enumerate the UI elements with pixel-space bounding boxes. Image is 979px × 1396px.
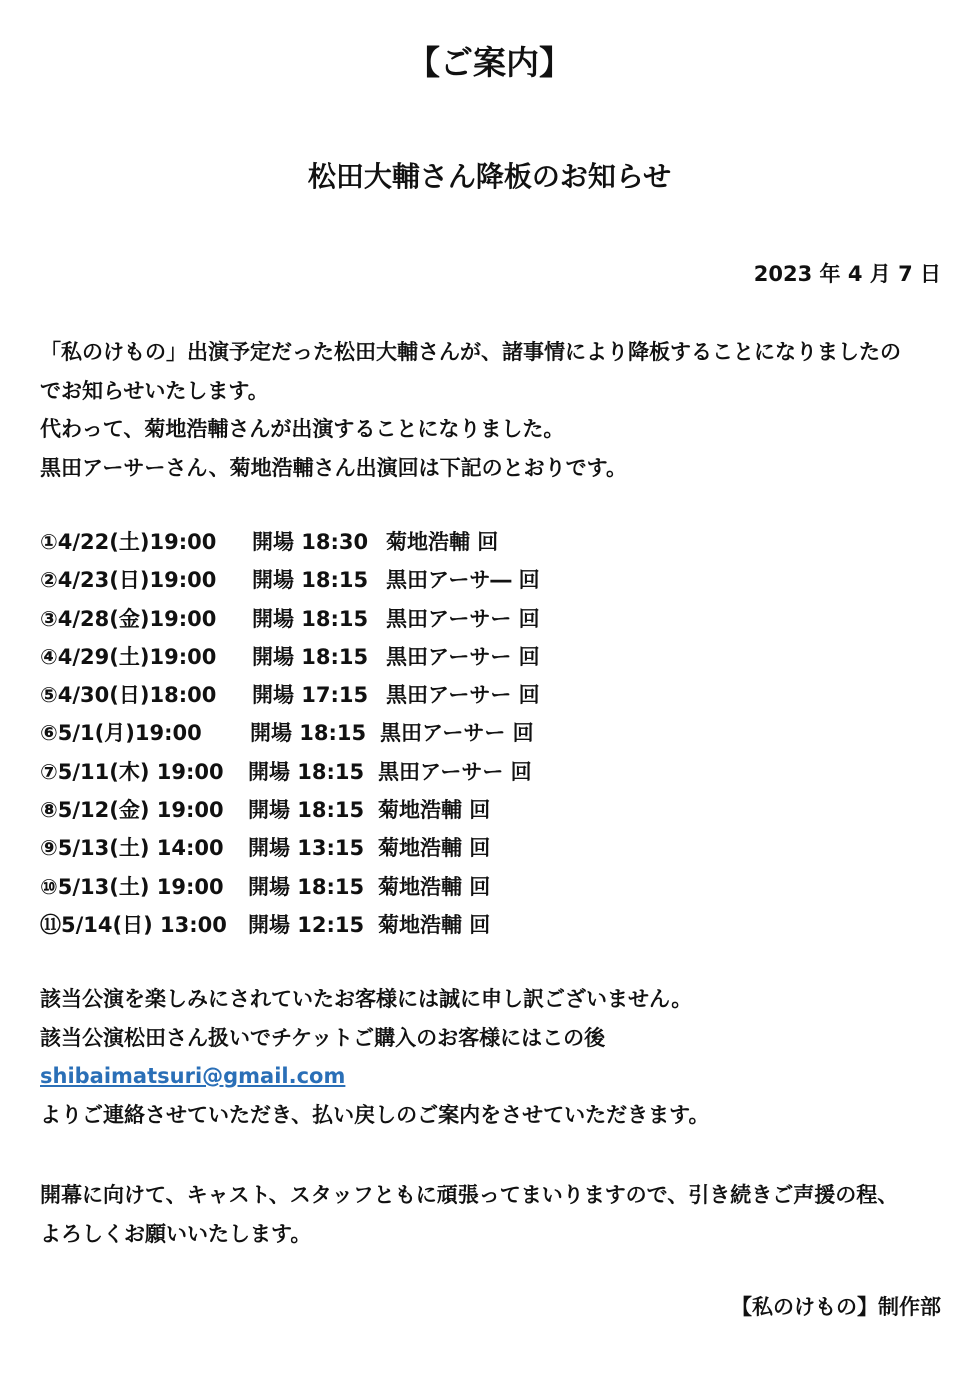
schedule-row [40, 638, 940, 676]
schedule-cast: 黒田アーサー 回 [380, 721, 534, 746]
header-heading: 【ご案内】 [407, 43, 572, 82]
performance-schedule [40, 523, 940, 944]
schedule-date: ④4/29(土)19:00 [40, 644, 217, 669]
schedule-open-time: 開場 18:30 [252, 530, 369, 554]
schedule-row [40, 868, 940, 906]
apology-line: 該当公演を楽しみにされていたお客様には誠に申し訳ございません。 [40, 987, 693, 1011]
apology-paragraph [40, 980, 945, 1134]
schedule-cast: 菊地浩輔 回 [378, 874, 491, 899]
apology-line: 該当公演松田さん扱いでチケットご購入のお客様にはこの後 [40, 1025, 606, 1050]
schedule-row [40, 753, 940, 791]
closing-line: よろしくお願いいたします。 [40, 1221, 312, 1246]
schedule-open-time: 開場 18:15 [248, 759, 365, 784]
schedule-date: ③4/28(金)19:00 [40, 606, 217, 631]
schedule-open-time: 開場 18:15 [252, 606, 369, 631]
schedule-date: ⑨5/13(土) 14:00 [40, 836, 224, 861]
schedule-open-time: 開場 13:15 [248, 836, 365, 861]
intro-paragraph [40, 333, 945, 487]
schedule-cast: 黒田アーサー 回 [378, 759, 532, 784]
schedule-row [40, 714, 940, 752]
schedule-date: ⑧5/12(金) 19:00 [40, 798, 224, 823]
schedule-cast: 菊地浩輔 回 [386, 530, 499, 554]
intro-line: でお知らせいたします。 [40, 378, 269, 403]
intro-line: 黒田アーサーさん、菊地浩輔さん出演回は下記のとおりです。 [40, 455, 627, 480]
schedule-row [40, 906, 940, 944]
schedule-date: ②4/23(日)19:00 [40, 568, 217, 593]
signature: 【私のけもの】制作部 [731, 1295, 941, 1319]
apology-line: よりご連絡させていただき、払い戻しのご案内をさせていただきます。 [40, 1102, 710, 1127]
schedule-open-time: 開場 18:15 [248, 874, 365, 899]
schedule-open-time: 開場 17:15 [252, 683, 369, 708]
schedule-date: ⑩5/13(土) 19:00 [40, 874, 224, 899]
schedule-cast: 黒田アーサー 回 [386, 683, 540, 708]
intro-line: 代わって、菊地浩輔さんが出演することになりました。 [40, 417, 565, 441]
schedule-date: ⑤4/30(日)18:00 [40, 683, 217, 708]
schedule-cast: 菊地浩輔 回 [378, 912, 491, 937]
schedule-date: ⑥5/1(月)19:00 [40, 721, 202, 746]
schedule-cast: 菊地浩輔 回 [378, 798, 491, 823]
schedule-open-time: 開場 18:15 [252, 644, 369, 669]
schedule-open-time: 開場 12:15 [248, 912, 365, 937]
schedule-row [40, 600, 940, 638]
notice-date: 2023 年 4 月 7 日 [753, 262, 941, 286]
schedule-row [40, 523, 940, 561]
schedule-open-time: 開場 18:15 [250, 721, 367, 746]
schedule-row [40, 829, 940, 867]
schedule-row [40, 561, 940, 599]
schedule-open-time: 開場 18:15 [248, 798, 365, 823]
closing-paragraph [40, 1176, 945, 1253]
schedule-date: ⑦5/11(木) 19:00 [40, 759, 224, 784]
email-line [40, 1057, 945, 1096]
page-title: 松田大輔さん降板のお知らせ [307, 160, 672, 193]
schedule-cast: 黒田アーサー 回 [386, 606, 540, 631]
schedule-row [40, 676, 940, 714]
closing-line: 開幕に向けて、キャスト、スタッフともに頑張ってまいりますので、引き続きご声援の程、 [40, 1183, 899, 1207]
schedule-date: ⑪5/14(日) 13:00 [40, 912, 227, 937]
schedule-date: ①4/22(土)19:00 [40, 530, 217, 554]
intro-line: 「私のけもの」出演予定だった松田大輔さんが、諸事情により降板することになりましたの [40, 340, 901, 364]
contact-email-link[interactable]: shibaimatsuri@gmail.com [40, 1064, 346, 1088]
schedule-cast: 菊地浩輔 回 [378, 836, 491, 861]
schedule-open-time: 開場 18:15 [252, 568, 369, 593]
schedule-row [40, 791, 940, 829]
schedule-cast: 黒田アーサー 回 [386, 644, 540, 669]
schedule-cast: 黒田アーサ― 回 [386, 568, 540, 593]
